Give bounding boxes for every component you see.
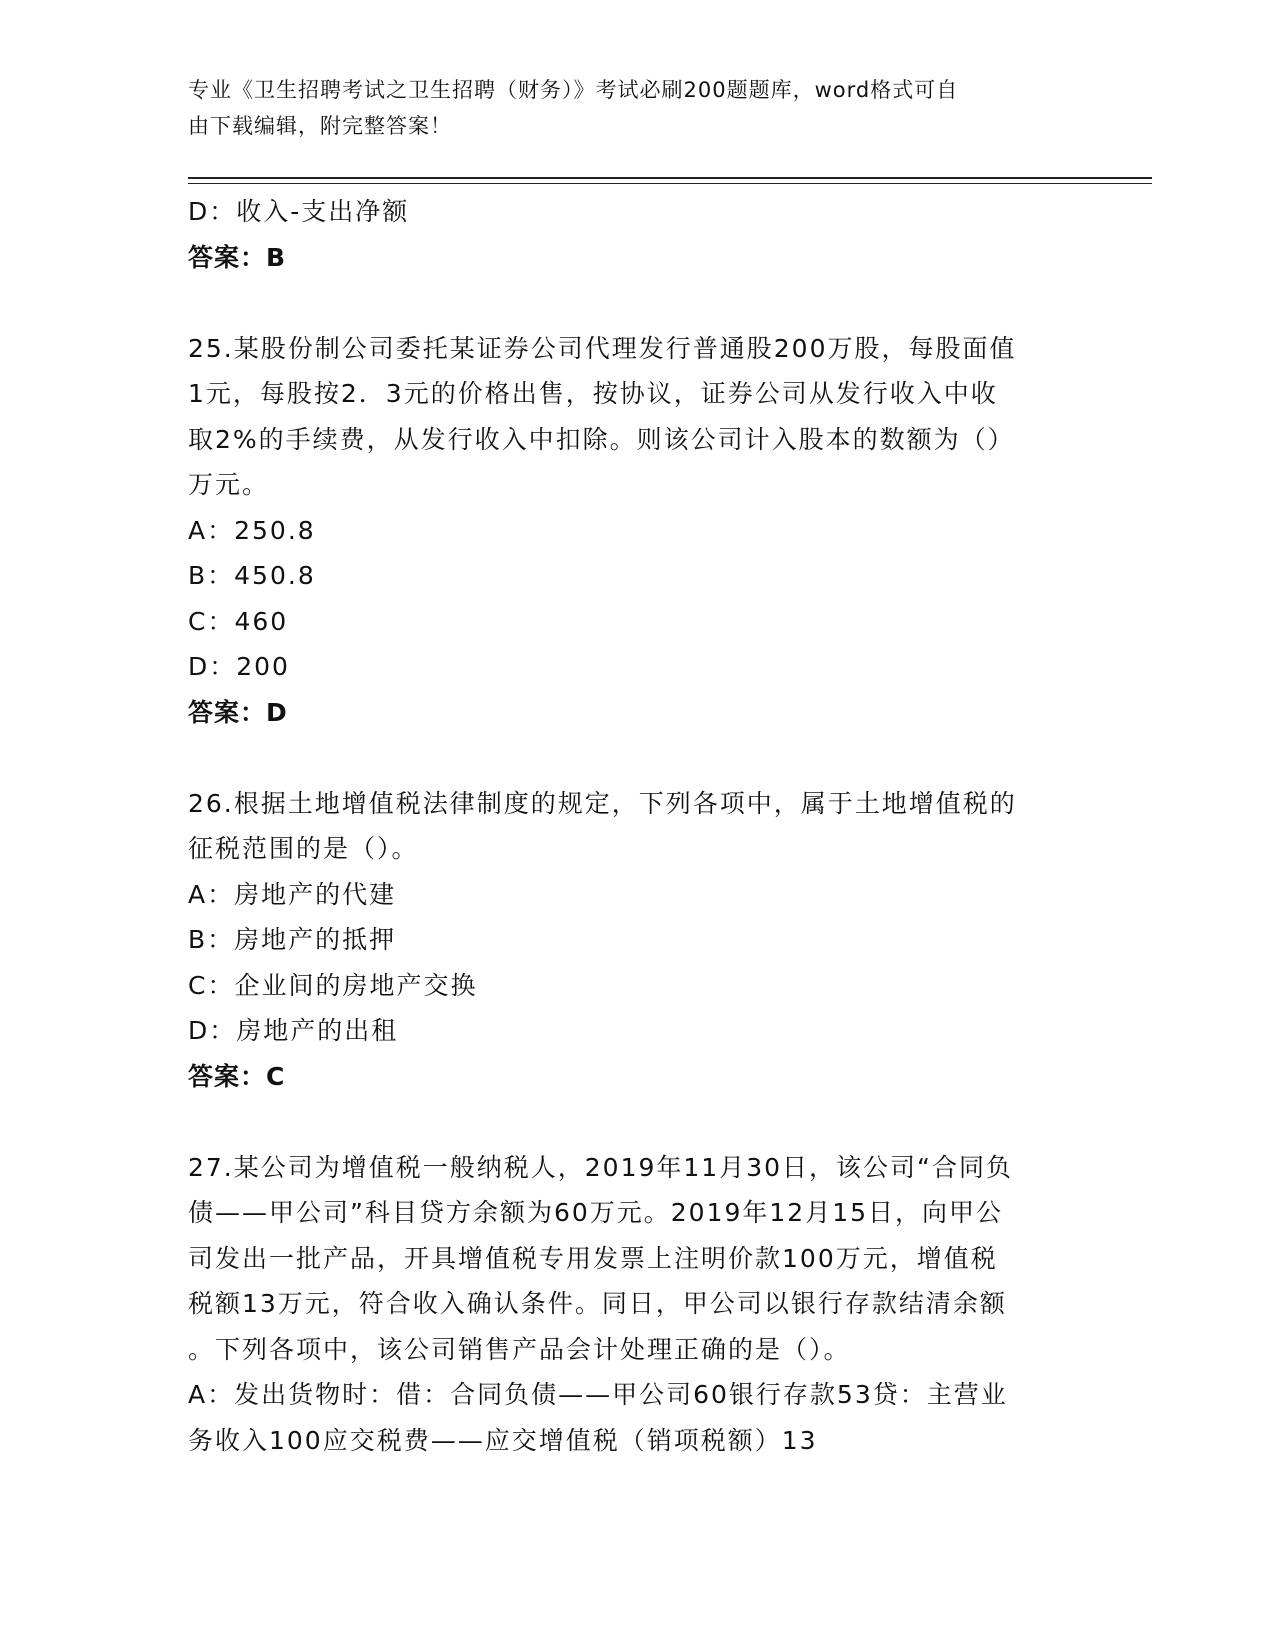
spacer	[188, 1099, 1078, 1145]
question-27-option-a-line: A：发出货物时：借：合同负债——甲公司60银行存款53贷：主营业	[188, 1380, 1008, 1409]
question-25-stem-line: 万元。	[188, 470, 270, 499]
question-25	[188, 326, 1078, 736]
question-content	[188, 189, 1078, 1463]
prev-answer: 答案：B	[188, 242, 287, 272]
question-26-answer: 答案：C	[188, 1061, 286, 1091]
question-26	[188, 781, 1078, 1100]
question-25-option-a: A：250.8	[188, 515, 316, 545]
prev-option-d: D：收入-支出净额	[188, 197, 410, 226]
page-header	[188, 72, 1068, 144]
question-25-stem-line: 25.某股份制公司委托某证券公司代理发行普通股200万股，每股面值	[188, 333, 1017, 363]
header-divider-thick	[188, 177, 1152, 179]
question-27-stem-line: 税额13万元，符合收入确认条件。同日，甲公司以银行存款结清余额	[188, 1289, 1007, 1318]
question-26-option-a: A：房地产的代建	[188, 879, 397, 909]
question-25-stem-line: 取2%的手续费，从发行收入中扣除。则该公司计入股本的数额为（）	[188, 424, 1015, 454]
question-26-stem-line: 征税范围的是（）。	[188, 834, 419, 863]
question-27-stem-line: 司发出一批产品，开具增值税专用发票上注明价款100万元，增值税	[188, 1243, 998, 1273]
question-27-stem-line: 债——甲公司”科目贷方余额为60万元。2019年12月15日，向甲公	[188, 1198, 1004, 1227]
question-25-stem-line: 1元，每股按2．3元的价格出售，按协议，证券公司从发行收入中收	[188, 379, 998, 408]
question-26-option-b: B：房地产的抵押	[188, 925, 397, 954]
question-26-option-d: D：房地产的出租	[188, 1016, 399, 1045]
question-25-answer: 答案：D	[188, 697, 288, 727]
question-25-option-b: B：450.8	[188, 561, 316, 590]
question-25-option-d: D：200	[188, 652, 290, 681]
header-title-line-2: 由下载编辑，附完整答案！	[188, 114, 452, 138]
question-27-stem-line: 。下列各项中，该公司销售产品会计处理正确的是（）。	[188, 1334, 851, 1364]
spacer	[188, 280, 1078, 326]
question-27	[188, 1145, 1078, 1464]
question-26-stem-line: 26.根据土地增值税法律制度的规定，下列各项中，属于土地增值税的	[188, 788, 1017, 818]
question-27-stem-line: 27.某公司为增值税一般纳税人，2019年11月30日，该公司“合同负	[188, 1152, 1013, 1182]
header-title-line-1: 专业《卫生招聘考试之卫生招聘（财务）》考试必刷200题题库，word格式可自	[188, 78, 959, 102]
header-divider-thin	[188, 183, 1152, 184]
question-27-option-a-line: 务收入100应交税费——应交增值税（销项税额）13	[188, 1425, 818, 1455]
question-25-option-c: C：460	[188, 606, 289, 636]
question-26-option-c: C：企业间的房地产交换	[188, 970, 478, 1000]
spacer	[188, 735, 1078, 781]
